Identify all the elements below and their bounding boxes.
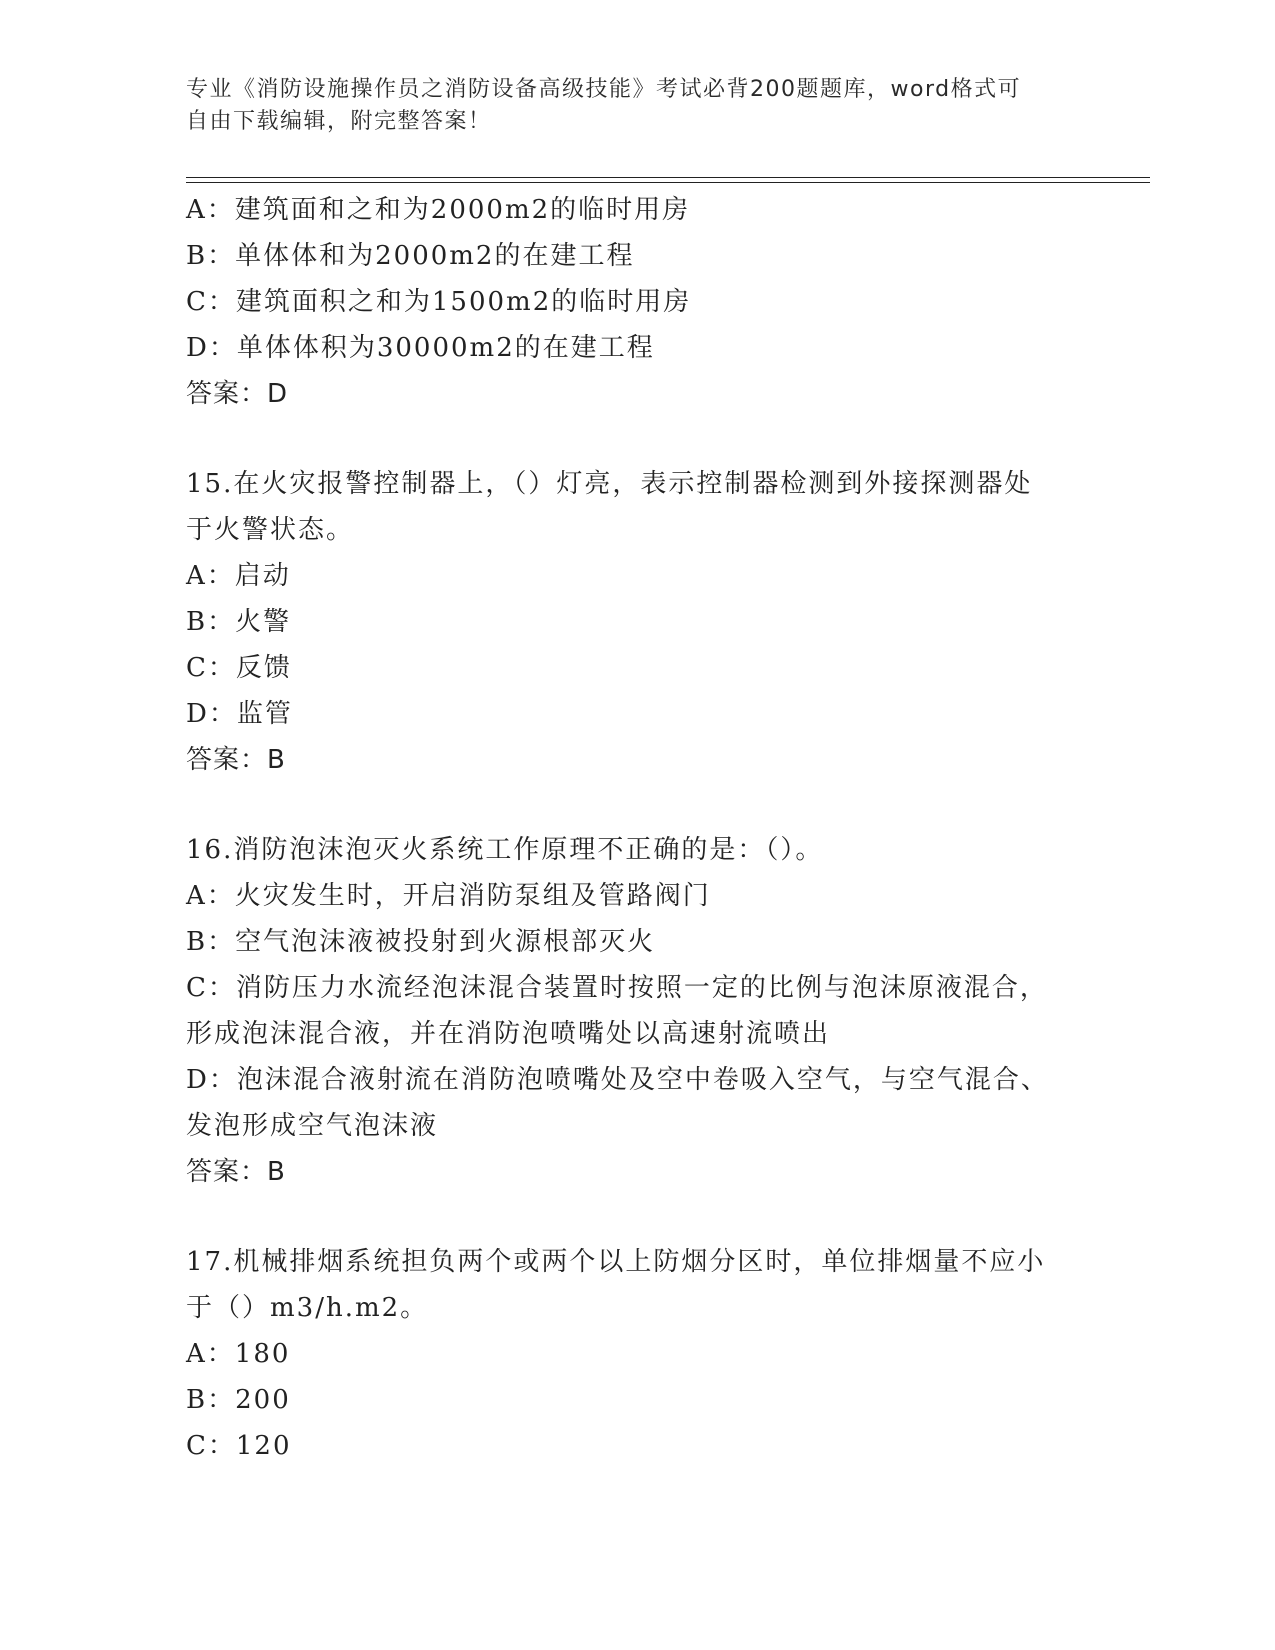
header-divider-top: [186, 177, 1150, 178]
option-b: B：单体体和为2000m2的在建工程: [186, 241, 635, 271]
option-c: C：建筑面积之和为1500m2的临时用房: [186, 287, 692, 317]
option-d-cont: 发泡形成空气泡沫液: [186, 1111, 439, 1141]
option-a: A：建筑面和之和为2000m2的临时用房: [186, 195, 691, 225]
question-stem: 17.机械排烟系统担负两个或两个以上防烟分区时，单位排烟量不应小: [186, 1247, 1046, 1277]
question-list: [186, 187, 1086, 1469]
option-c: C：反馈: [186, 653, 292, 683]
option-d: D：单体体积为30000m2的在建工程: [186, 333, 655, 363]
option-c: C：消防压力水流经泡沫混合装置时按照一定的比例与泡沫原液混合，: [186, 973, 1048, 1003]
option-c: C：120: [186, 1431, 292, 1461]
answer: 答案：D: [186, 379, 289, 409]
option-a: A：火灾发生时，开启消防泵组及管路阀门: [186, 881, 711, 911]
document-header: [186, 74, 1066, 138]
answer: 答案：B: [186, 1157, 286, 1187]
question-14: [186, 187, 1086, 417]
question-stem-cont: 于火警状态。: [186, 515, 355, 545]
option-d: D：监管: [186, 699, 293, 729]
option-b: B：火警: [186, 607, 292, 637]
header-line-1: 专业《消防设施操作员之消防设备高级技能》考试必背200题题库，word格式可: [186, 77, 1022, 102]
option-c-cont: 形成泡沫混合液，并在消防泡喷嘴处以高速射流喷出: [186, 1019, 831, 1049]
question-16: [186, 827, 1086, 1195]
question-stem-cont: 于（）m3/h.m2。: [186, 1293, 429, 1323]
option-d: D：泡沫混合液射流在消防泡喷嘴处及空中卷吸入空气，与空气混合、: [186, 1065, 1049, 1095]
option-b: B：200: [186, 1385, 291, 1415]
answer: 答案：B: [186, 745, 286, 775]
option-a: A：启动: [186, 561, 291, 591]
question-17: [186, 1239, 1086, 1469]
question-15: [186, 461, 1086, 783]
header-divider-bottom: [186, 182, 1150, 183]
question-stem: 15.在火灾报警控制器上，（）灯亮，表示控制器检测到外接探测器处: [186, 469, 1033, 499]
header-line-2: 自由下载编辑，附完整答案！: [186, 109, 492, 134]
option-a: A：180: [186, 1339, 291, 1369]
question-stem: 16.消防泡沫泡灭火系统工作原理不正确的是：（）。: [186, 835, 824, 865]
option-b: B：空气泡沫液被投射到火源根部灭火: [186, 927, 656, 957]
